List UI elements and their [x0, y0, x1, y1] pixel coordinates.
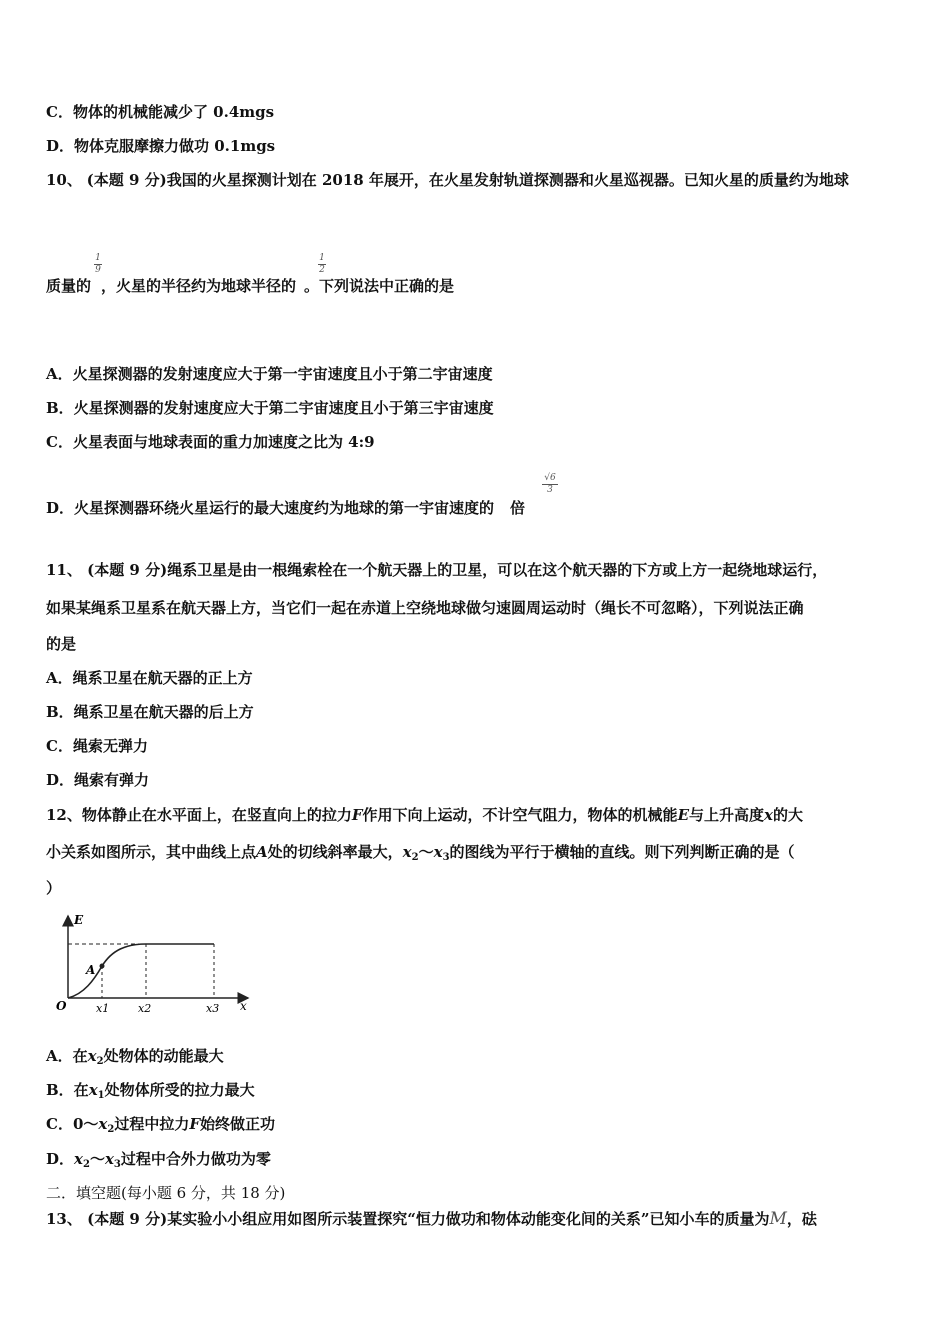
point-A — [100, 964, 105, 969]
q10-number: 10、 — [46, 171, 82, 189]
q11-stem-text1: 绳系卫星是由一根绳索栓在一个航天器上的卫星，可以在这个航天器的下方或上方一起绕地球运行， — [167, 561, 828, 579]
q10-fraction-one-ninth — [94, 254, 102, 275]
tick-x3: x3 — [206, 1002, 220, 1014]
q11-option-b: B．绳系卫星在航天器的后上方 — [46, 703, 254, 721]
q10-stem-text1: 我国的火星探测计划在 2018 年展开，在火星发射轨道探测器和火星巡视器。已知火星的质量约为地球 — [166, 171, 849, 189]
subscript: 2 — [82, 1159, 90, 1170]
q12-option-a — [46, 1046, 224, 1072]
q13-stem-text1: 某实验小小组应用如图所示装置探究“恒力做功和物体动能变化间的关系”已知小车的质量为 — [167, 1210, 770, 1228]
q12-opt-text: 始终做正功 — [199, 1115, 275, 1133]
q12-var-x: x — [74, 1150, 83, 1168]
q12-var-x: x — [87, 1047, 97, 1065]
y-axis-label: E — [74, 913, 84, 927]
q10-stem-line1 — [46, 170, 849, 190]
q12-energy-height-graph — [50, 910, 260, 1014]
q11-stem-line3: 的是 — [46, 635, 77, 653]
q12-option-c — [46, 1114, 275, 1140]
q9-option-c: C．物体的机械能减少了 0.4mgs — [46, 103, 275, 121]
q12-text: 物体静止在水平面上，在竖直向上的拉力 — [81, 806, 352, 824]
fraction-numerator: 1 — [319, 253, 325, 263]
q10-stem-text2b: ，火星的半径约为地球半径的 — [101, 277, 297, 295]
fraction-numerator: 1 — [95, 253, 101, 263]
subscript: 1 — [97, 1090, 105, 1101]
subscript: 3 — [442, 852, 450, 863]
subscript: 2 — [96, 1056, 104, 1067]
q12-var-A: A — [256, 843, 268, 861]
q12-opt-text: A．在 — [46, 1047, 88, 1065]
x-axis-label: x — [240, 999, 247, 1013]
q12-opt-text: 过程中合外力做功为零 — [120, 1150, 271, 1168]
q11-option-a: A．绳系卫星在航天器的正上方 — [46, 669, 253, 687]
q10-fraction-sqrt6-over-3 — [542, 474, 558, 495]
q12-opt-text: C．0～ — [46, 1115, 99, 1133]
q13-points: (本题 9 分) — [87, 1210, 168, 1228]
q9-option-d: D．物体克服摩擦力做功 0.1mgs — [46, 137, 276, 155]
q12-var-F: F — [351, 806, 363, 824]
q10-option-d-suffix: 倍 — [510, 499, 526, 517]
q12-opt-text: 处物体的动能最大 — [103, 1047, 224, 1065]
q11-points: (本题 9 分) — [87, 561, 168, 579]
tick-x2: x2 — [138, 1002, 152, 1014]
q12-stem-line3: ） — [46, 879, 62, 897]
tick-x1: x1 — [96, 1002, 110, 1014]
q10-fraction-one-half — [318, 254, 326, 275]
q12-opt-text: ～ — [89, 1150, 105, 1168]
q11-number: 11、 — [46, 561, 82, 579]
q12-text: 处的切线斜率最大， — [267, 843, 403, 861]
q10-stem-line2 — [46, 276, 454, 296]
fraction-denominator: 9 — [95, 265, 101, 275]
q12-text: 的大 — [772, 806, 803, 824]
q12-text: 与上升高度 — [689, 806, 765, 824]
q12-var-x: x — [402, 843, 412, 861]
q13-stem-text1b: ，砝 — [786, 1210, 817, 1228]
subscript: 2 — [411, 852, 419, 863]
q12-var-x: x — [433, 843, 443, 861]
origin-label: O — [56, 999, 67, 1013]
energy-curve — [68, 944, 146, 998]
q12-var-x: x — [98, 1115, 108, 1133]
subscript: 2 — [107, 1124, 115, 1135]
point-A-label: A — [86, 963, 96, 977]
q11-option-c: C．绳索无弹力 — [46, 737, 148, 755]
q13-stem-line1 — [46, 1209, 817, 1229]
q12-text: 小关系如图所示，其中曲线上点 — [46, 843, 257, 861]
q10-stem-text2c: 。下列说法中正确的是 — [304, 277, 455, 295]
q10-option-d-text: D．火星探测器环绕火星运行的最大速度约为地球的第一宇宙速度的 — [46, 499, 495, 517]
q12-text: ～ — [418, 843, 434, 861]
q10-option-d — [46, 498, 525, 518]
q12-option-b — [46, 1080, 255, 1106]
q10-stem-text2a: 质量的 — [46, 277, 92, 295]
section2-heading: 二．填空题(每小题 6 分，共 18 分) — [46, 1184, 286, 1202]
q11-option-d: D．绳索有弹力 — [46, 771, 150, 789]
fraction-denominator: 3 — [547, 485, 553, 495]
q12-option-d — [46, 1149, 271, 1175]
q10-option-b: B．火星探测器的发射速度应大于第二宇宙速度且小于第三宇宙速度 — [46, 399, 494, 417]
q12-var-x: x — [104, 1150, 114, 1168]
q11-stem-line2: 如果某绳系卫星系在航天器上方，当它们一起在赤道上空绕地球做匀速圆周运动时（绳长不可忽略），下列说法正确 — [46, 599, 804, 617]
q10-option-c: C．火星表面与地球表面的重力加速度之比为 4:9 — [46, 433, 375, 451]
q12-stem-line2 — [46, 842, 795, 868]
q12-number: 12、 — [46, 806, 82, 824]
q12-opt-text: B．在 — [46, 1081, 89, 1099]
fraction-denominator: 2 — [319, 265, 325, 275]
q13-var-M: M — [769, 1209, 787, 1229]
fraction-numerator: √6 — [544, 473, 556, 483]
q12-var-x: x — [88, 1081, 98, 1099]
q12-opt-text: 处物体所受的拉力最大 — [104, 1081, 255, 1099]
q12-stem-line1 — [46, 805, 803, 825]
q12-opt-text: D． — [46, 1150, 75, 1168]
q12-opt-text: 过程中拉力 — [114, 1115, 190, 1133]
q13-number: 13、 — [46, 1210, 82, 1228]
q12-var-x: x — [764, 806, 773, 824]
q12-text: 的图线为平行于横轴的直线。则下列判断正确的是（ — [449, 843, 795, 861]
subscript: 3 — [113, 1159, 121, 1170]
q10-option-a: A．火星探测器的发射速度应大于第一宇宙速度且小于第二宇宙速度 — [46, 365, 493, 383]
q12-text: 作用下向上运动，不计空气阻力，物体的机械能 — [362, 806, 678, 824]
q10-points: (本题 9 分) — [86, 171, 167, 189]
q12-var-F: F — [189, 1115, 200, 1133]
q12-var-E: E — [677, 806, 689, 824]
q11-stem-line1 — [46, 560, 827, 580]
